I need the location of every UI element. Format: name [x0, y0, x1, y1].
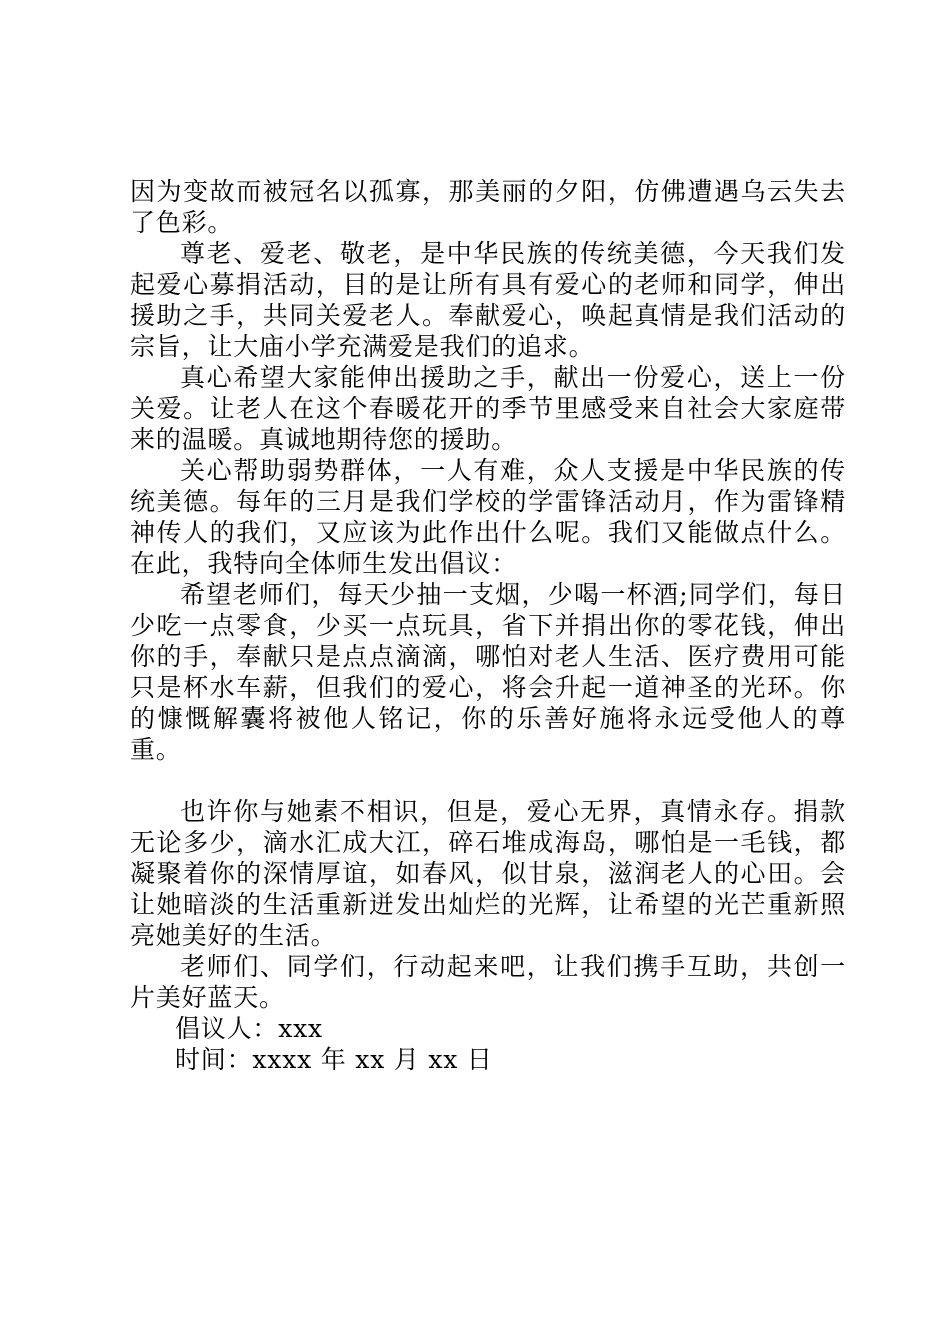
document-body — [130, 176, 846, 1075]
paragraph-help-vulnerable: 关心帮助弱势群体，一人有难，众人支援是中华民族的传统美德。每年的三月是我们学校的学雷锋活动月，作为雷锋精神传人的我们，又应该为此作出什么呢。我们又能做点什么。在此，我特向全体师生发出倡议： — [130, 456, 846, 578]
paragraph-call-to-action: 老师们、同学们，行动起来吧，让我们携手互助，共创一片美好蓝天。 — [130, 952, 846, 1012]
paragraph-continued: 因为变故而被冠名以孤寡，那美丽的夕阳，仿佛遭遇乌云失去了色彩。 — [130, 177, 846, 237]
signature-date: 时间：xxxx 年 xx 月 xx 日 — [175, 1045, 493, 1074]
paragraph-respect-elders: 尊老、爱老、敬老，是中华民族的传统美德，今天我们发起爱心募捐活动，目的是让所有具有爱心的老师和同学，伸出援助之手，共同关爱老人。奉献爱心，唤起真情是我们活动的宗旨，让大庙小学充满爱是我们的追求。 — [130, 239, 846, 361]
paragraph-love-no-bounds: 也许你与她素不相识，但是，爱心无界，真情永存。捐款无论多少，滴水汇成大江，碎石堆成海岛，哪怕是一毛钱，都凝聚着你的深情厚谊，如春风，似甘泉，滋润老人的心田。会让她暗淡的生活重新迸发出灿烂的光辉，让希望的光芒重新照亮她美好的生活。 — [130, 797, 846, 950]
paragraph-proposal: 希望老师们，每天少抽一支烟，少喝一杯酒;同学们，每日少吃一点零食，少买一点玩具，省下并捐出你的零花钱，伸出你的手，奉献只是点点滴滴，哪怕对老人生活、医疗费用可能只是杯水车薪，但我们的爱心，将会升起一道神圣的光环。你的慷慨解囊将被他人铭记，你的乐善好施将永远受他人的尊重。 — [130, 580, 846, 764]
signature-initiator: 倡议人：xxx — [175, 1014, 323, 1043]
paragraph-gap — [130, 765, 846, 796]
paragraph-sincere-hope: 真心希望大家能伸出援助之手，献出一份爱心，送上一份关爱。让老人在这个春暖花开的季节里感受来自社会大家庭带来的温暖。真诚地期待您的援助。 — [130, 363, 846, 454]
